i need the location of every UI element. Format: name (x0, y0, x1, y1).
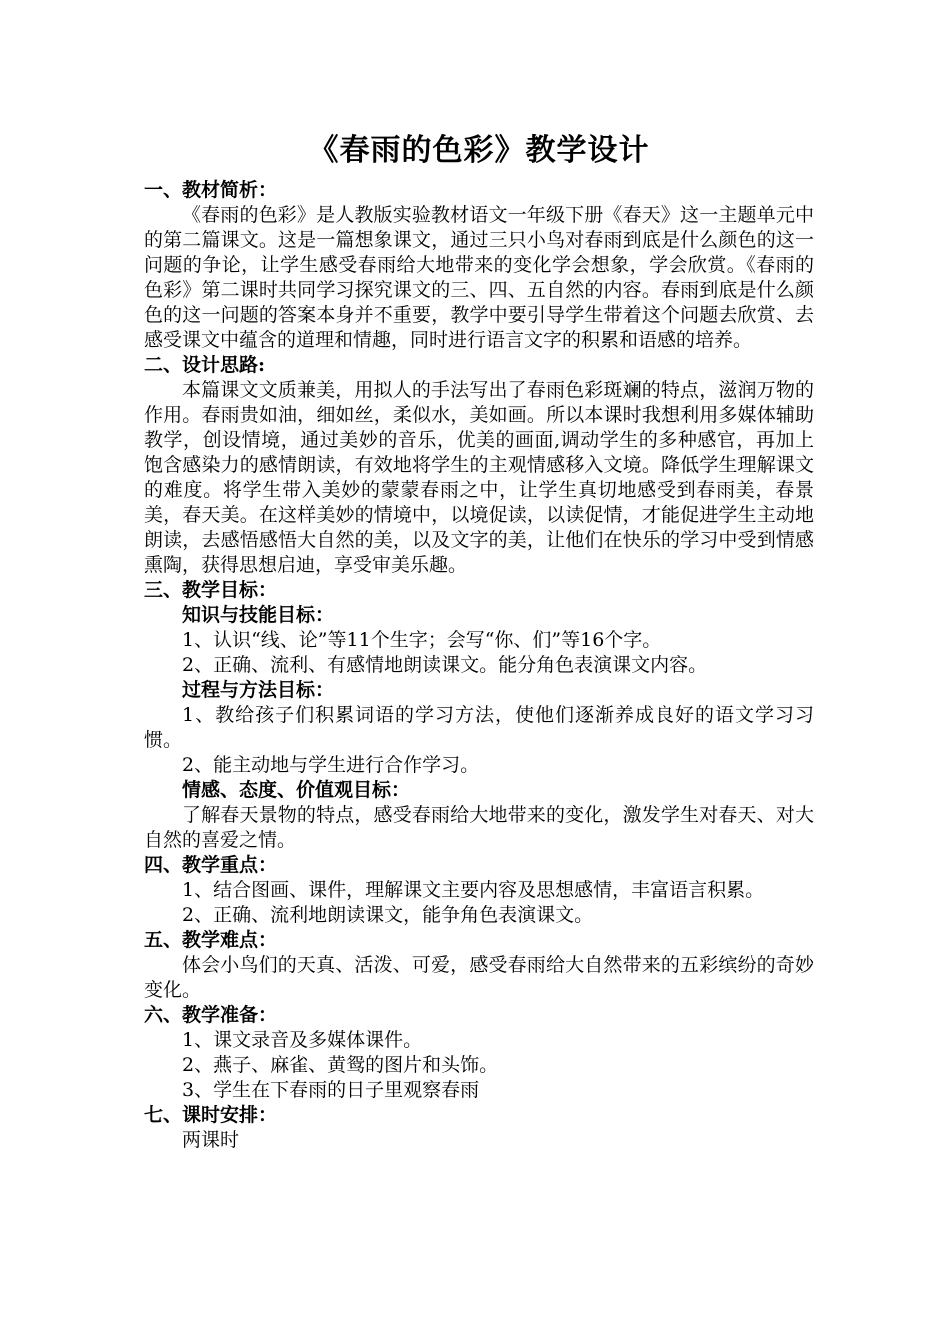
section-heading-design-idea: 二、设计思路: (144, 354, 266, 376)
document-title: 《春雨的色彩》教学设计 (308, 133, 650, 168)
list-item: 了解春天景物的特点，感受春雨给大地带来的变化，激发学生对春天、对大自然的喜爱之情。 (144, 804, 814, 851)
list-item: 2、正确、流利地朗读课文，能争角色表演课文。 (182, 904, 594, 926)
list-item: 1、认识“线、论”等11个生字；会写“你、们”等16个字。 (182, 629, 662, 651)
paragraph: 两课时 (182, 1129, 240, 1151)
subheading-emotion-values: 情感、态度、价值观目标： (182, 779, 411, 801)
document-page (144, 128, 814, 1153)
list-item: 3、学生在下春雨的日子里观察春雨 (182, 1079, 480, 1101)
list-item: 2、燕子、麻雀、黄鸳的图片和头饰。 (182, 1054, 499, 1076)
list-item: 1、课文录音及多媒体课件。 (182, 1029, 423, 1051)
section-heading-schedule: 七、课时安排： (144, 1104, 278, 1126)
section-heading-key-points: 四、教学重点： (144, 854, 278, 876)
paragraph: 《春雨的色彩》是人教版实验教材语文一年级下册《春天》这一主题单元中的第二篇课文。这是一篇想象课文，通过三只小鸟对春雨到底是什么颜色的这一问题的争论，让学生感受春雨给大地带来的变化学会想象，学会欣赏。《春雨的色彩》第二课时共同学习探究课文的三、四、五自然的内容。春雨到底是什么颜色的这一问题的答案本身并不重要，教学中要引导学生带着这个问题去欣赏、去感受课文中蕴含的道理和情趣，同时进行语言文字的积累和语感的培养。 (144, 204, 814, 351)
list-item: 2、正确、流利、有感情地朗读课文。能分角色表演课文内容。 (182, 654, 708, 676)
section-heading-textbook-analysis: 一、教材简析： (144, 179, 278, 201)
list-item: 1、结合图画、课件，理解课文主要内容及思想感情，丰富语言积累。 (182, 879, 765, 901)
list-item: 2、能主动地与学生进行合作学习。 (182, 754, 480, 776)
section-heading-difficulties: 五、教学难点： (144, 929, 278, 951)
subheading-knowledge-skills: 知识与技能目标： (182, 604, 335, 626)
paragraph: 体会小鸟们的天真、活泼、可爱，感受春雨给大自然带来的五彩缤纷的奇妙变化。 (144, 954, 814, 1001)
list-item: 1、教给孩子们积累词语的学习方法，使他们逐渐养成良好的语文学习习惯。 (144, 704, 814, 751)
section-heading-teaching-goals: 三、教学目标： (144, 579, 278, 601)
paragraph: 本篇课文文质兼美，用拟人的手法写出了春雨色彩斑斓的特点，滋润万物的作用。春雨贵如油，细如丝，柔似水，美如画。所以本课时我想利用多媒体辅助教学，创设情境，通过美妙的音乐，优美的画面,调动学生的多种感官，再加上饱含感染力的感情朗读，有效地将学生的主观情感移入文境。降低学生理解课文的难度。将学生带入美妙的蒙蒙春雨之中，让学生真切地感受到春雨美，春景美，春天美。在这样美妙的情境中，以境促读，以读促情，才能促进学生主动地朗读，去感悟感悟大自然的美，以及文字的美，让他们在快乐的学习中受到情感熏陶，获得思想启迪，享受审美乐趣。 (144, 379, 814, 576)
section-heading-preparation: 六、教学准备： (144, 1004, 278, 1026)
subheading-process-method: 过程与方法目标： (182, 679, 335, 701)
